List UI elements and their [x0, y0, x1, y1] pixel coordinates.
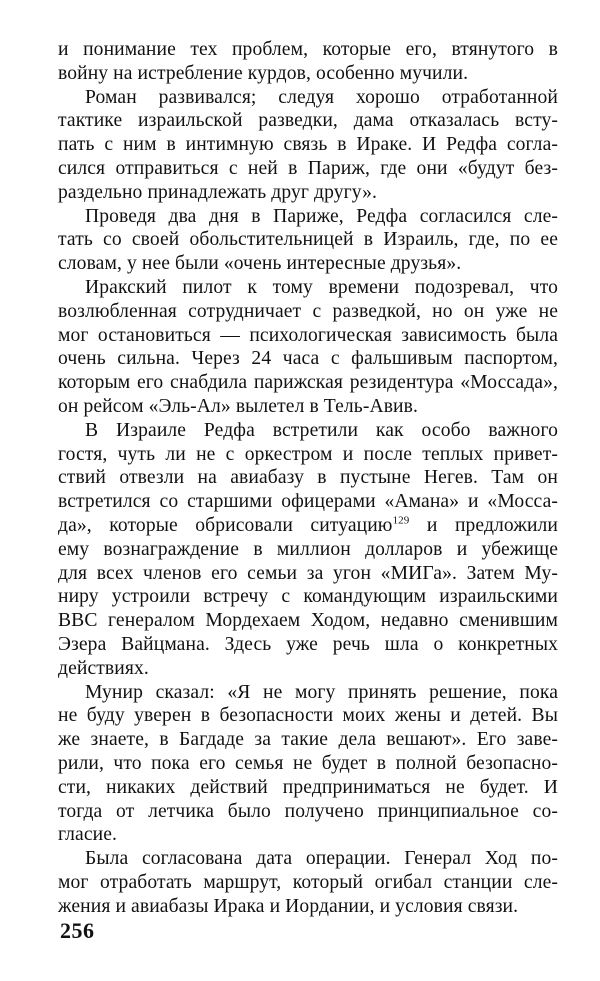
text-line: он рейсом «Эль-Ал» вылетел в Тель-Авив.: [58, 395, 418, 417]
text-line: же знаете, в Багдаде за такие дела вешают». Его заве-: [58, 729, 558, 751]
text-line: возлюбленная сотрудничает с разведкой, но он уже не: [58, 300, 558, 322]
text-line: мог остановиться — психологическая зависимость была: [58, 324, 558, 346]
body-text: [58, 38, 558, 918]
text-line: Эзера Вайцмана. Здесь уже речь шла о конкретных: [58, 633, 558, 655]
text-line: Иракский пилот к тому времени подозревал, что: [85, 276, 558, 298]
text-line: Проведя два дня в Париже, Редфа согласился сле-: [85, 205, 558, 227]
text-line: гостя, чуть ли не с оркестром и после теплых привет-: [58, 443, 558, 465]
text-line: раздельно принадлежать друг другу».: [58, 181, 378, 203]
text-line: В Израиле Редфа встретили как особо важного: [85, 419, 558, 441]
paragraph: [58, 681, 558, 848]
paragraph: [58, 86, 558, 205]
text-line: Роман развивался; следуя хорошо отработанной: [85, 86, 558, 108]
text-line: сился отправиться с ней в Париж, где они «будут без-: [58, 157, 558, 179]
text-line: [58, 514, 558, 538]
text-segment: и предложили: [409, 514, 559, 536]
text-line: которым его снабдила парижская резидентура «Моссада»,: [58, 372, 558, 394]
text-line: действиях.: [58, 657, 149, 679]
text-line: не буду уверен в безопасности моих жены и детей. Вы: [58, 705, 558, 727]
text-line: тать со своей обольстительницей в Израиль, где, по ее: [58, 229, 558, 251]
text-line: тактике израильской разведки, дама отказалась всту-: [58, 110, 558, 132]
text-line: и понимание тех проблем, которые его, втянутого в: [58, 39, 558, 60]
paragraph: [58, 205, 558, 276]
text-line: очень сильна. Через 24 часа с фальшивым паспортом,: [58, 348, 558, 370]
text-line: войну на истребление курдов, особенно мучили.: [58, 62, 469, 84]
text-line: ниру устроили встречу с командующим израильскими: [58, 586, 558, 608]
text-line: Мунир сказал: «Я не могу принять решение, пока: [85, 681, 558, 703]
text-line: тогда от летчика было получено принципиальное со-: [58, 800, 558, 822]
text-line: для всех членов его семьи за угон «МИГа». Затем Му-: [58, 562, 558, 584]
text-line: Была согласована дата операции. Генерал Ход по-: [85, 848, 558, 870]
paragraph: [58, 38, 558, 86]
paragraph: [58, 276, 558, 419]
paragraph: [58, 847, 558, 918]
text-line: ствий отвезли на авиабазу в пустыне Негев. Там он: [58, 467, 558, 489]
text-line: встретился со старшими офицерами «Амана» и «Мосса-: [58, 491, 558, 513]
text-line: словам, у нее были «очень интересные друзья».: [58, 253, 462, 275]
text-line: сти, никаких действий предприниматься не будет. И: [58, 776, 558, 798]
text-line: ему вознаграждение в миллион долларов и убежище: [58, 538, 558, 560]
text-line: мог отработать маршрут, который огибал станции сле-: [58, 871, 558, 893]
text-line: жения и авиабазы Ирака и Иордании, и условия связи.: [58, 895, 519, 917]
paragraph: [58, 419, 558, 681]
text-line: ВВС генералом Мордехаем Ходом, недавно сменившим: [58, 610, 558, 632]
text-line: гласие.: [58, 824, 117, 846]
page-number: 256: [60, 918, 95, 943]
footnote-ref: 129: [392, 514, 410, 527]
text-segment: да», которые обрисовали ситуацию: [58, 514, 393, 536]
text-line: рили, что пока его семья не будет в полной безопасно-: [58, 752, 558, 774]
text-line: пать с ним в интимную связь в Ираке. И Редфа согла-: [58, 134, 558, 156]
